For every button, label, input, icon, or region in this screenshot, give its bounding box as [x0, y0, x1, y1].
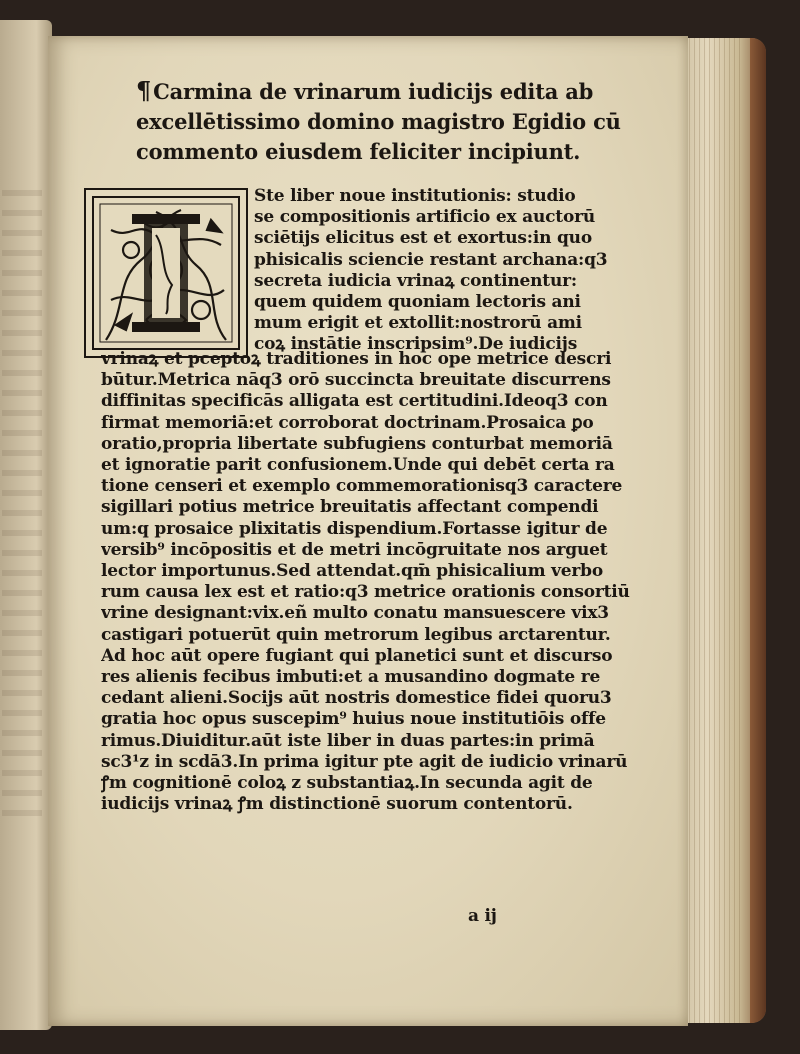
- text-line: quem quidem quoniam lectoris ani: [254, 292, 581, 313]
- signature-mark: a ij: [468, 906, 497, 926]
- text-line: lector importunus.Sed attendat.qm̄ phisicalium verbo: [101, 561, 603, 582]
- text-line: coꝝ instātie inscripsim⁹.De iudicijs: [254, 334, 578, 355]
- text-line: um:q prosaice plixitatis dispendium.Fortasse igitur de: [101, 518, 608, 539]
- heading-line: commento eiusdem feliciter incipiunt.: [136, 139, 581, 164]
- text-line: firmat memoriā:et corroborat doctrinam.Prosaica ꝑo: [101, 412, 594, 433]
- text-line: iudicijs vrinaꝝ ꝭm distinctionē suorum contentorū.: [101, 794, 573, 815]
- text-line: versib⁹ incōpositis et de metri incōgruitate nos arguet: [101, 539, 608, 560]
- text-line: rum causa lex est et ratio:q3 metrice orationis consortiū: [101, 582, 630, 603]
- heading-line: excellētissimo domino magistro Egidio cū: [136, 109, 621, 134]
- text-line: se compositionis artificio ex auctorū: [254, 207, 596, 228]
- text-line: et ignoratie parit confusionem.Unde qui debēt certa ra: [101, 455, 615, 476]
- text-line: sc3¹z in scdā3.In prima igitur pte agit de iudicio vrinarū: [101, 751, 628, 772]
- text-line: oratio,propria libertate subfugiens conturbat memoriā: [101, 433, 613, 454]
- left-facing-page: [0, 20, 52, 1030]
- text-line: ꝭm cognitionē coloꝝ z substantiaꝝ.In secunda agit de: [101, 773, 593, 794]
- incipit-heading: [136, 76, 621, 167]
- text-line: secreta iudicia vrinaꝝ continentur:: [254, 270, 577, 291]
- decorated-initial-letter: [84, 188, 248, 358]
- text-line: būtur.Metrica nāq3 orō succincta breuitate discurrens: [101, 370, 611, 391]
- text-line: rimus.Diuiditur.aūt iste liber in duas partes:in primā: [101, 730, 595, 751]
- pilcrow-mark: ¶: [136, 76, 152, 105]
- printed-page: [48, 36, 688, 1026]
- text-line: vrinaꝝ et pceptoꝝ traditiones in hoc ope metrice descri: [101, 349, 612, 369]
- text-line: castigari potuerūt quin metrorum legibus arctarentur.: [101, 624, 611, 645]
- leather-binding: [750, 38, 766, 1023]
- text-line: mum erigit et extollit:nostrorū ami: [254, 313, 582, 334]
- initial-ornament-icon: [86, 190, 246, 356]
- text-line: diffinitas specificās alligata est certitudini.Ideoq3 con: [101, 391, 608, 412]
- text-line: cedant alieni.Socijs aūt nostris domestice fidei quoru3: [101, 688, 612, 709]
- text-line: Ad hoc aūt opere fugiant qui planetici sunt et discurso: [101, 645, 613, 666]
- text-line: res alienis fecibus imbuti:et a musandino dogmate re: [101, 667, 601, 688]
- text-line: sigillari potius metrice breuitatis affectant compendi: [101, 497, 599, 518]
- text-line: sciētijs elicitus est et exortus:in quo: [254, 228, 592, 249]
- left-page-ghost-text: [2, 190, 42, 830]
- body-text: [101, 349, 691, 815]
- text-line: Ste liber noue institutionis: studio: [254, 186, 576, 206]
- text-line: phisicalis sciencie restant archana:q3: [254, 249, 608, 270]
- heading-line: ¶Carmina de vrinarum iudicijs edita ab: [136, 76, 594, 105]
- text-line: gratia hoc opus suscepim⁹ huius noue institutiōis offe: [101, 709, 606, 730]
- text-line: tione censeri et exemplo commemorationisq3 caractere: [101, 476, 623, 497]
- text-line: vrine designant:vix.eñ multo conatu mansuescere vix3: [101, 603, 609, 624]
- text-beside-initial: [254, 186, 694, 356]
